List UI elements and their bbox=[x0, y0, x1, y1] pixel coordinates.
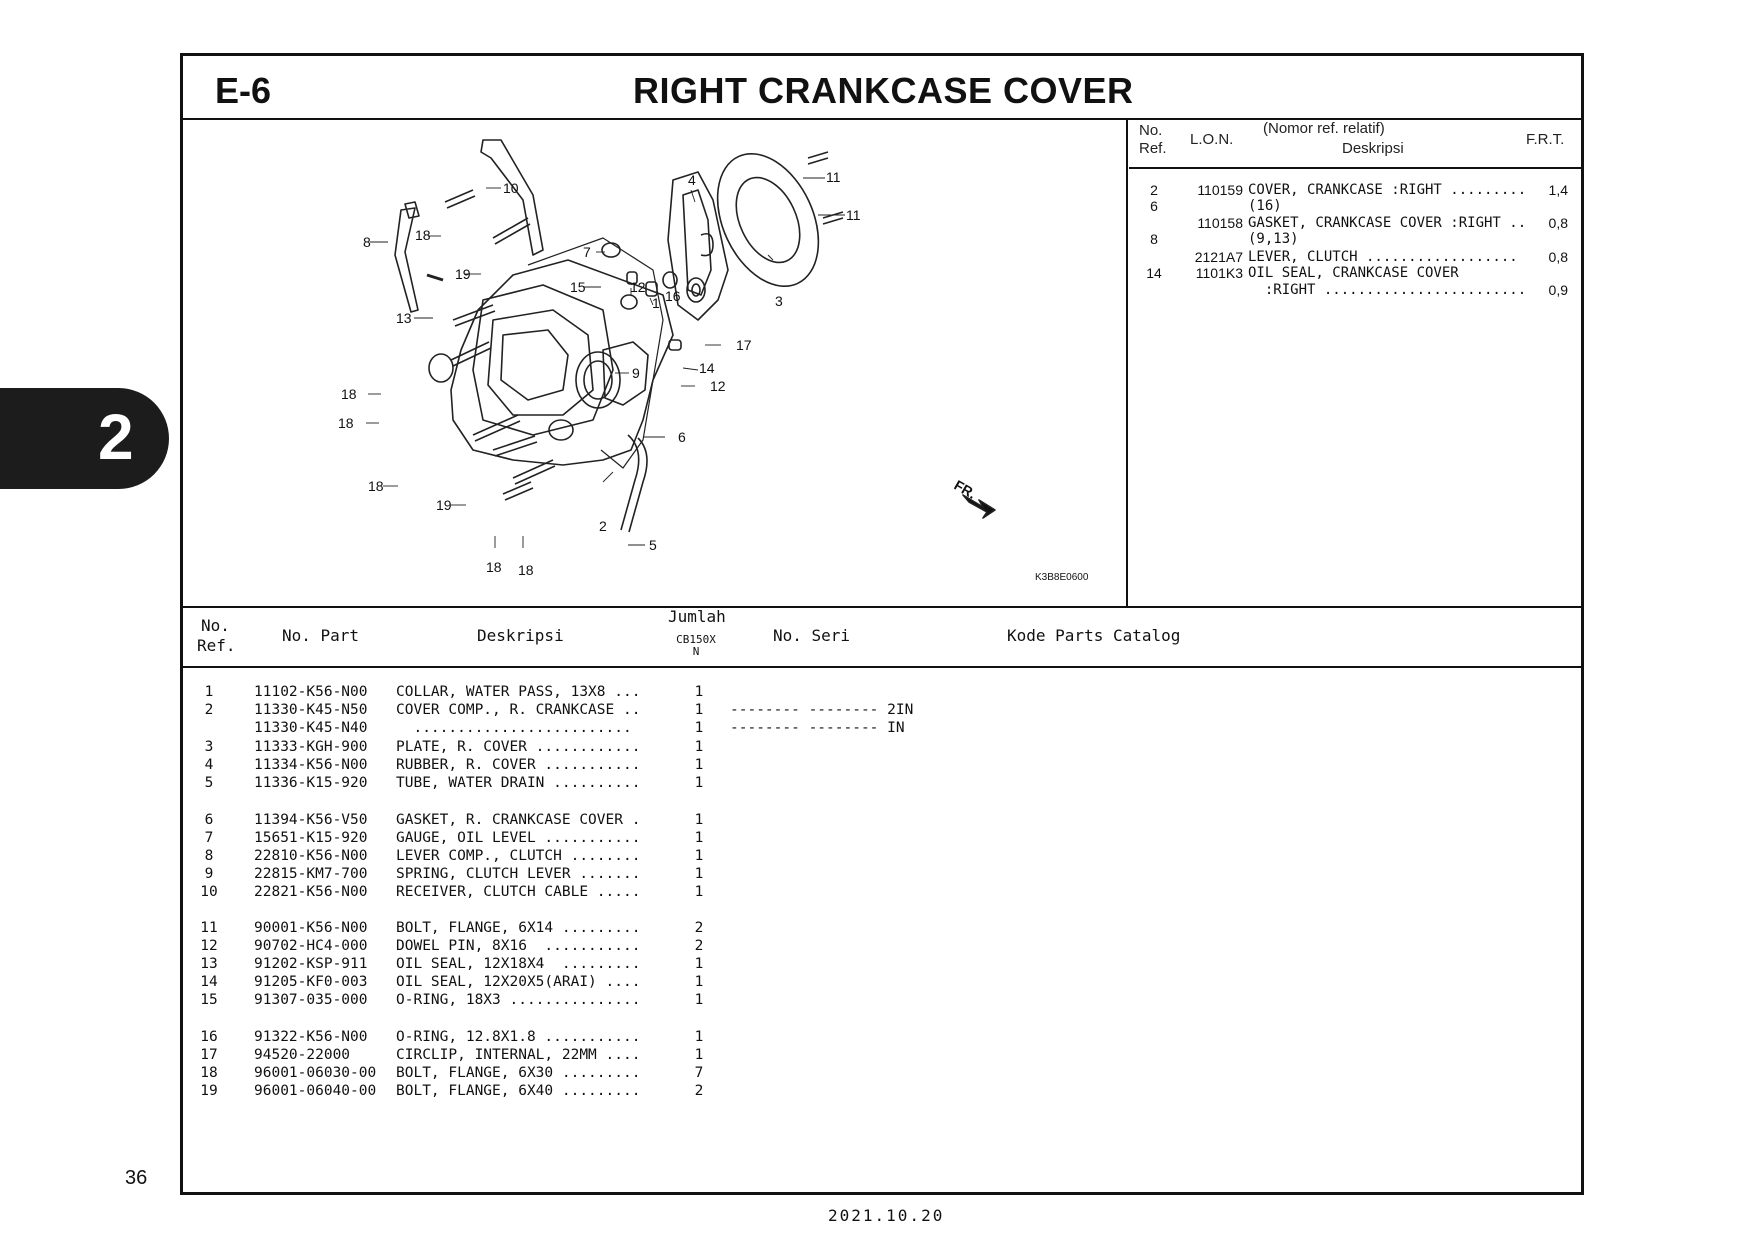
cell-desc: O-RING, 18X3 ............... bbox=[396, 992, 641, 1008]
cell-ref: 6 bbox=[204, 812, 214, 828]
cell-qty: 1 bbox=[694, 956, 704, 972]
cell-ref: 5 bbox=[204, 775, 214, 791]
diagram-bottom-divider bbox=[183, 606, 1581, 608]
cell-part: 11333-KGH-900 bbox=[254, 739, 368, 755]
callout-16: 16 bbox=[665, 288, 681, 304]
cell-desc: BOLT, FLANGE, 6X14 ......... bbox=[396, 920, 641, 936]
frt-cell-desc: OIL SEAL, CRANKCASE COVER bbox=[1248, 265, 1459, 281]
frt-cell-frt: 0,9 bbox=[1548, 282, 1568, 298]
cell-desc: BOLT, FLANGE, 6X40 ......... bbox=[396, 1083, 641, 1099]
cell-part: 11102-K56-N00 bbox=[254, 684, 368, 700]
callout-1: 1 bbox=[652, 295, 660, 311]
cell-part: 91202-KSP-911 bbox=[254, 956, 368, 972]
print-date: 2021.10.20 bbox=[828, 1206, 945, 1225]
cell-ref: 12 bbox=[200, 938, 218, 954]
cell-qty: 1 bbox=[694, 1047, 704, 1063]
frt-header-deskripsi: Deskripsi bbox=[1342, 140, 1404, 157]
frt-cell-lon: 2121A7 bbox=[1194, 249, 1243, 265]
cell-qty: 1 bbox=[694, 848, 704, 864]
callout-19b: 19 bbox=[436, 497, 452, 513]
cell-desc: RECEIVER, CLUTCH CABLE ..... bbox=[396, 884, 641, 900]
cell-ref: 8 bbox=[204, 848, 214, 864]
frt-cell-desc: (16) bbox=[1248, 198, 1282, 214]
cell-part: 22810-K56-N00 bbox=[254, 848, 368, 864]
callout-18a: 18 bbox=[415, 227, 431, 243]
frt-header-nomor-ref: (Nomor ref. relatif) bbox=[1263, 120, 1385, 137]
callout-3: 3 bbox=[775, 293, 783, 309]
frt-cell-desc: (9,13) bbox=[1248, 231, 1299, 247]
front-label: FR. bbox=[951, 476, 980, 502]
frt-cell-lon: 110158 bbox=[1197, 215, 1243, 231]
cell-desc: BOLT, FLANGE, 6X30 ......... bbox=[396, 1065, 641, 1081]
cell-desc: GAUGE, OIL LEVEL ........... bbox=[396, 830, 641, 846]
cell-desc: OIL SEAL, 12X20X5(ARAI) .... bbox=[396, 974, 641, 990]
cell-qty: 1 bbox=[694, 866, 704, 882]
callout-6: 6 bbox=[678, 429, 686, 445]
chapter-tab-number: 2 bbox=[98, 401, 134, 473]
frt-header-no: No. bbox=[1139, 122, 1163, 139]
page-frame bbox=[180, 53, 1584, 1195]
cell-qty: 1 bbox=[694, 992, 704, 1008]
col-seri: No. Seri bbox=[773, 626, 851, 645]
cell-part: 22815-KM7-700 bbox=[254, 866, 368, 882]
col-model-line1: CB150X bbox=[676, 633, 716, 646]
callout-9: 9 bbox=[632, 365, 640, 381]
callout-10: 10 bbox=[503, 180, 519, 196]
cell-ref: 17 bbox=[200, 1047, 218, 1063]
cell-seri: -------- -------- 2IN bbox=[730, 702, 914, 718]
cell-desc: RUBBER, R. COVER ........... bbox=[396, 757, 641, 773]
frt-cell-frt: 1,4 bbox=[1548, 182, 1568, 198]
cell-desc: SPRING, CLUTCH LEVER ....... bbox=[396, 866, 641, 882]
cell-qty: 1 bbox=[694, 1029, 704, 1045]
callout-8: 8 bbox=[363, 234, 371, 250]
cell-qty: 2 bbox=[694, 938, 704, 954]
col-model-line2: N bbox=[692, 645, 700, 658]
callout-12a: 12 bbox=[630, 279, 646, 295]
cell-qty: 1 bbox=[694, 830, 704, 846]
cell-desc: PLATE, R. COVER ............ bbox=[396, 739, 641, 755]
frt-cell-no: 14 bbox=[1146, 265, 1162, 281]
frt-cell-no: 2 bbox=[1150, 182, 1158, 198]
page-number: 36 bbox=[125, 1167, 148, 1189]
cell-ref: 3 bbox=[204, 739, 214, 755]
cell-qty: 1 bbox=[694, 757, 704, 773]
callout-14: 14 bbox=[699, 360, 715, 376]
callout-13: 13 bbox=[396, 310, 412, 326]
col-no: No. bbox=[201, 616, 230, 635]
cell-ref: 19 bbox=[200, 1083, 218, 1099]
frt-cell-lon: 110159 bbox=[1197, 182, 1243, 198]
cell-qty: 2 bbox=[694, 920, 704, 936]
frt-cell-desc: :RIGHT ........................ bbox=[1248, 282, 1527, 298]
callout-2: 2 bbox=[599, 518, 607, 534]
cell-part: 96001-06040-00 bbox=[254, 1083, 377, 1099]
cell-ref: 15 bbox=[200, 992, 218, 1008]
cell-ref: 10 bbox=[200, 884, 218, 900]
col-part: No. Part bbox=[282, 626, 360, 645]
col-catalog: Kode Parts Catalog bbox=[1007, 626, 1181, 645]
callout-11a: 11 bbox=[826, 169, 841, 185]
cell-qty: 1 bbox=[694, 812, 704, 828]
section-code: E-6 bbox=[215, 70, 272, 111]
diagram-code: K3B8E0600 bbox=[1035, 572, 1089, 583]
cover-plate bbox=[698, 138, 839, 303]
col-ref: Ref. bbox=[197, 636, 236, 655]
cell-part: 11330-K45-N40 bbox=[254, 720, 368, 736]
frt-cell-desc: COVER, CRANKCASE :RIGHT ......... bbox=[1248, 182, 1527, 198]
cell-ref: 18 bbox=[200, 1065, 218, 1081]
cell-ref: 4 bbox=[204, 757, 214, 773]
cell-ref: 14 bbox=[200, 974, 218, 990]
cell-desc: OIL SEAL, 12X18X4 ......... bbox=[396, 956, 641, 972]
frt-header-divider bbox=[1129, 167, 1581, 169]
cell-part: 90702-HC4-000 bbox=[254, 938, 368, 954]
cell-ref: 13 bbox=[200, 956, 218, 972]
callout-18e: 18 bbox=[486, 559, 502, 575]
cell-part: 11394-K56-V50 bbox=[254, 812, 368, 828]
cell-ref: 2 bbox=[204, 702, 214, 718]
cell-part: 15651-K15-920 bbox=[254, 830, 368, 846]
col-jumlah: Jumlah bbox=[668, 607, 726, 626]
cell-ref: 9 bbox=[204, 866, 214, 882]
cell-desc: CIRCLIP, INTERNAL, 22MM .... bbox=[396, 1047, 641, 1063]
cell-ref: 1 bbox=[204, 684, 214, 700]
callout-12b: 12 bbox=[710, 378, 726, 394]
water-drain-tube bbox=[621, 435, 647, 532]
chapter-tab bbox=[0, 388, 169, 489]
cell-qty: 1 bbox=[694, 684, 704, 700]
frt-header-lon: L.O.N. bbox=[1190, 131, 1234, 148]
callout-18c: 18 bbox=[338, 415, 354, 431]
cell-qty: 1 bbox=[694, 974, 704, 990]
callout-7: 7 bbox=[583, 244, 591, 260]
col-model bbox=[671, 634, 721, 658]
cell-desc: LEVER COMP., CLUTCH ........ bbox=[396, 848, 641, 864]
diagram-divider bbox=[1126, 118, 1128, 606]
cell-part: 11336-K15-920 bbox=[254, 775, 368, 791]
cell-desc: TUBE, WATER DRAIN .......... bbox=[396, 775, 641, 791]
cell-part: 11334-K56-N00 bbox=[254, 757, 368, 773]
cell-qty: 7 bbox=[694, 1065, 704, 1081]
cell-part: 91205-KF0-003 bbox=[254, 974, 368, 990]
cell-desc: COVER COMP., R. CRANKCASE .. bbox=[396, 702, 641, 718]
cell-part: 94520-22000 bbox=[254, 1047, 351, 1063]
cell-qty: 1 bbox=[694, 702, 704, 718]
cell-desc: GASKET, R. CRANKCASE COVER . bbox=[396, 812, 641, 828]
cell-ref: 11 bbox=[200, 920, 218, 936]
cell-part: 91307-035-000 bbox=[254, 992, 368, 1008]
callout-18d: 18 bbox=[368, 478, 384, 494]
cell-part: 90001-K56-N00 bbox=[254, 920, 368, 936]
cell-qty: 1 bbox=[694, 739, 704, 755]
cell-ref: 7 bbox=[204, 830, 214, 846]
clutch-lever bbox=[395, 208, 418, 312]
frt-cell-desc: GASKET, CRANKCASE COVER :RIGHT .. bbox=[1248, 215, 1527, 231]
cell-part: 96001-06030-00 bbox=[254, 1065, 377, 1081]
frt-cell-frt: 0,8 bbox=[1548, 249, 1568, 265]
callout-5: 5 bbox=[649, 537, 657, 553]
cell-desc: ......................... bbox=[396, 720, 632, 736]
cell-qty: 2 bbox=[694, 1083, 704, 1099]
col-desc: Deskripsi bbox=[477, 626, 564, 645]
gasket-outline bbox=[528, 238, 663, 468]
cell-ref: 16 bbox=[200, 1029, 218, 1045]
frt-cell-no: 8 bbox=[1150, 231, 1158, 247]
cell-qty: 1 bbox=[694, 775, 704, 791]
clutch-receiver bbox=[481, 140, 543, 255]
frt-cell-desc: LEVER, CLUTCH .................. bbox=[1248, 249, 1518, 265]
callout-19a: 19 bbox=[455, 266, 471, 282]
callout-15: 15 bbox=[570, 279, 586, 295]
callout-18f: 18 bbox=[518, 562, 534, 578]
frt-cell-lon: 1101K3 bbox=[1195, 265, 1243, 281]
frt-cell-frt: 0,8 bbox=[1548, 215, 1568, 231]
cell-desc: DOWEL PIN, 8X16 ........... bbox=[396, 938, 641, 954]
cell-qty: 1 bbox=[694, 884, 704, 900]
cell-part: 91322-K56-N00 bbox=[254, 1029, 368, 1045]
callout-18b: 18 bbox=[341, 386, 357, 402]
exploded-parts-diagram bbox=[183, 120, 1126, 606]
cell-desc: O-RING, 12.8X1.8 ........... bbox=[396, 1029, 641, 1045]
callout-4: 4 bbox=[688, 172, 696, 188]
cell-qty: 1 bbox=[694, 720, 704, 736]
cell-seri: -------- -------- IN bbox=[730, 720, 905, 736]
page-title: RIGHT CRANKCASE COVER bbox=[633, 70, 1134, 111]
column-header-divider bbox=[183, 666, 1581, 668]
callout-17: 17 bbox=[736, 337, 752, 353]
frt-header-ref: Ref. bbox=[1139, 140, 1167, 157]
callout-11b: 11 bbox=[846, 207, 861, 223]
cell-desc: COLLAR, WATER PASS, 13X8 ... bbox=[396, 684, 641, 700]
cell-part: 22821-K56-N00 bbox=[254, 884, 368, 900]
frt-header-frt: F.R.T. bbox=[1526, 131, 1565, 148]
frt-cell-no: 6 bbox=[1150, 198, 1158, 214]
cell-part: 11330-K45-N50 bbox=[254, 702, 368, 718]
